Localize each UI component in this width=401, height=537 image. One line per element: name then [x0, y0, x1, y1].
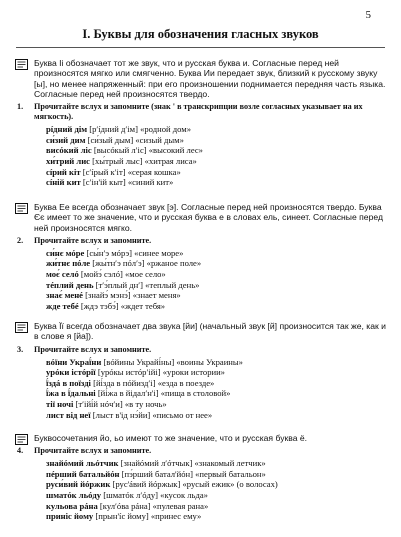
- example-line: [46, 469, 401, 480]
- example-line: [46, 399, 401, 410]
- example-line: [46, 501, 401, 512]
- example-translation: [пэ́рший батал'йóн] «первый батальон»: [119, 468, 266, 479]
- example-word: сíрий кіт: [46, 166, 81, 177]
- section-block: [0, 321, 401, 420]
- example-line: [46, 145, 401, 156]
- rule-note: [0, 321, 401, 342]
- example-translation: [знайэ́ мэнэ́] «знает меня»: [83, 290, 181, 301]
- exercise-instruction: Прочитайте вслух и запомните (знак ' в транскрипции возле согласных указывает на их мягкость).: [34, 102, 363, 122]
- example-line: [46, 258, 401, 269]
- rule-note-text: Буква Ee всегда обозначает звук [э]. Согласные перед ней произносятся твердо. Буква Єє имеет то же значение, что и русская буква е в словах ель, синеет. Согласные перед ней произносятся мягко.: [34, 202, 383, 233]
- example-list: [0, 357, 401, 421]
- example-line: [46, 177, 401, 188]
- example-word: жи́тнє пóле: [46, 258, 91, 269]
- example-line: [46, 135, 401, 146]
- note-icon: [15, 59, 28, 70]
- example-list: [0, 248, 401, 312]
- example-translation: [сʹíрый кʹіт] «серая кошка»: [80, 166, 181, 177]
- example-line: [46, 290, 401, 301]
- exercise-heading: [0, 102, 401, 122]
- exercise-instruction: Прочитайте вслух и запомните.: [34, 344, 152, 354]
- example-translation: [прын'íс йому] «принес ему»: [93, 511, 202, 522]
- example-translation: [шматóк лʹóду] «кусок льда»: [101, 490, 208, 501]
- example-word: ї́здá в поїзді: [46, 377, 91, 388]
- section-block: [0, 433, 401, 522]
- example-word: сíній кит: [46, 177, 81, 188]
- exercise-number: 3.: [17, 344, 24, 354]
- example-line: [46, 410, 401, 421]
- note-icon: [15, 322, 28, 333]
- note-icon: [15, 203, 28, 214]
- example-translation: [сы́нʹэ мóрэ] «синее море»: [84, 247, 184, 258]
- example-translation: [йі́зда в пóйиздʹі] «езда в поезде»: [90, 377, 215, 388]
- exercise-number: 4.: [17, 446, 24, 456]
- example-word: моє́ селó: [46, 269, 79, 280]
- example-translation: [тʹійі́й нóчʹи] «в ту ночь»: [73, 398, 167, 409]
- exercise-number: 2.: [17, 235, 24, 245]
- example-translation: [лыст в'ід нэ́йи] «письмо от нее»: [90, 409, 213, 420]
- example-word: рíдний дім: [46, 124, 88, 135]
- example-word: вóїни Украї́ни: [46, 356, 102, 367]
- example-translation: [высóкый лʹіс] «высокий лес»: [91, 145, 203, 156]
- example-word: си́нє мóре: [46, 247, 85, 258]
- example-translation: [тʹэ́плый днʹ] «теплый день»: [93, 279, 200, 290]
- example-translation: [вóйины Украйі́ны] «воины Украины»: [101, 356, 243, 367]
- example-word: приніс йому: [46, 511, 94, 522]
- example-line: [46, 458, 401, 469]
- page-title: I. Буквы для обозначения гласных звуков: [82, 27, 319, 41]
- example-translation: [йі́жа в йідалʹн'і] «пища в столовой»: [95, 388, 231, 399]
- rule-note: [0, 202, 401, 233]
- example-line: [46, 248, 401, 259]
- example-line: [46, 367, 401, 378]
- page-number: 5: [365, 9, 371, 21]
- example-word: хи́трий лис: [46, 155, 90, 166]
- example-word: висóкий ліс: [46, 145, 92, 156]
- example-line: [46, 357, 401, 368]
- rule-note: [0, 58, 401, 99]
- example-word: лист від неї: [46, 409, 91, 420]
- rule-note-text: Буква Ii обозначает тот же звук, что и русская буква и. Согласные перед ней произносятся мягко или смягченно. Буква Ии передает звук, близкий к русскому звуку [ы], но менее напряженный: при его произношении поднимается передняя часть языка. Согласные перед ней произносятся твердо.: [34, 58, 386, 99]
- example-translation: [мойэ́ сэлó] «мое село»: [78, 269, 166, 280]
- example-translation: [хы́трый лыс] «хитрая лиса»: [90, 155, 197, 166]
- example-word: кульова рáна: [46, 500, 98, 511]
- example-translation: [знайóмий лʹóтчык] «знакомый летчик»: [118, 458, 266, 469]
- example-line: [46, 490, 401, 501]
- example-word: урóки істóрії: [46, 367, 96, 378]
- rule-note-text: Буква Її всегда обозначает два звука [йи] (начальный звук [й] произносится так же, как и в слове я [йа]).: [34, 321, 386, 342]
- exercise-heading: [0, 446, 401, 456]
- example-translation: [ждэ тэбэ́] «ждет тебя»: [78, 300, 166, 311]
- title-underline: [16, 47, 385, 48]
- exercise-heading: [0, 236, 401, 246]
- example-translation: [жы́тнʹэ пóлʹэ] «ржаное поле»: [90, 258, 202, 269]
- exercise-number: 1.: [17, 102, 24, 112]
- example-translation: [сʹін'ій кыт] «синий кит»: [80, 177, 174, 188]
- example-line: [46, 124, 401, 135]
- example-translation: [рʹíдний дʹім] «родной дом»: [87, 124, 191, 135]
- exercise-instruction: Прочитайте вслух и запомните.: [34, 446, 152, 456]
- example-line: [46, 301, 401, 312]
- example-line: [46, 269, 401, 280]
- section-block: [0, 58, 401, 188]
- example-line: [46, 167, 401, 178]
- example-word: си́зий дим: [46, 134, 86, 145]
- example-translation: [урóкы истóрʹійі] «уроки истории»: [95, 367, 225, 378]
- example-word: жде тебé: [46, 300, 79, 311]
- example-word: тéплий день: [46, 279, 94, 290]
- exercise-instruction: Прочитайте вслух и запомните.: [34, 235, 152, 245]
- example-word: шматóк льóду: [46, 490, 102, 501]
- example-word: ї́жа в ї́дальні: [46, 388, 96, 399]
- example-translation: [си́зый дым] «сизый дым»: [85, 134, 184, 145]
- example-word: знає́ менé: [46, 290, 83, 301]
- exercise-heading: [0, 345, 401, 355]
- example-line: [46, 156, 401, 167]
- example-word: пéрший батальйóн: [46, 468, 120, 479]
- example-list: [0, 124, 401, 188]
- note-icon: [15, 434, 28, 445]
- example-line: [46, 388, 401, 399]
- example-word: тії ночі: [46, 398, 74, 409]
- example-line: [46, 511, 401, 522]
- example-line: [46, 280, 401, 291]
- example-translation: [рус'áвий йóржык] «русый ежик» (о волосах): [110, 479, 278, 490]
- example-translation: [кулʹóва рáна] «пулевая рана»: [97, 500, 209, 511]
- example-list: [0, 458, 401, 522]
- example-word: руси́вий йóржик: [46, 479, 111, 490]
- example-line: [46, 378, 401, 389]
- example-line: [46, 479, 401, 490]
- rule-note-text: Буквосочетания йо, ьо имеют то же значение, что и русская буква ё.: [34, 433, 308, 443]
- rule-note: [0, 433, 401, 443]
- example-word: знайóмий льóтчик: [46, 458, 119, 469]
- section-block: [0, 202, 401, 311]
